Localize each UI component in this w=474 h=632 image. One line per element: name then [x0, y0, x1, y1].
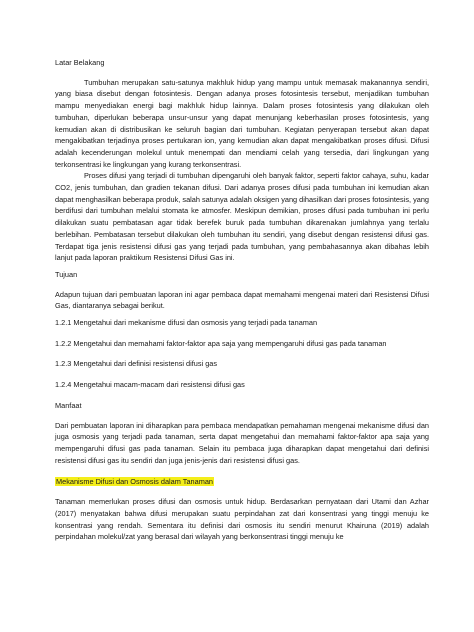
list-item-tujuan-2: 1.2.2 Mengetahui dan memahami faktor-faktor apa saja yang mempengaruhi difusi gas pada tanaman	[55, 338, 387, 348]
section-heading-manfaat: Manfaat	[55, 400, 82, 410]
paragraph-latar-belakang-2: Proses difusi yang terjadi di tumbuhan dipengaruhi oleh banyak faktor, seperti faktor cahaya, suhu, kadar CO2, jenis tumbuhan, dan gradien tekanan difusi. Dari adanya proses difusi pada tumbuhan ini kemudian akan dapat menghasilkan beberapa produk, salah satunya adalah oksigen yang dihasilkan dari proses fotosintesis, yang berdifusi dari tumbuhan melalui stomata ke atmosfer. Meskipun demikian, proses difusi pada tumbuhan ini perlu dilakukan suatu pembatasan agar tidak berefek buruk pada tumbuhan dikarenakan jumlahnya yang terlalu berlebihan. Pembatasan tersebut dilakukan oleh tumbuhan itu sendiri, yang disebut dengan resistensi difusi gas. Terdapat tiga jenis resistensi difusi gas yang terjadi pada tumbuhan, yang pembahasannya akan dibahas lebih lanjut pada laporan praktikum Resistensi Difusi Gas ini.	[55, 171, 429, 263]
section-heading-mekanisme	[55, 476, 429, 488]
list-item-tujuan-4: 1.2.4 Mengetahui macam-macam dari resistensi difusi gas	[55, 380, 245, 390]
list-item-tujuan-1: 1.2.1 Mengetahui dari mekanisme difusi dan osmosis yang terjadi pada tanaman	[55, 318, 318, 328]
list-item-tujuan-3: 1.2.3 Mengetahui dari definisi resistensi difusi gas	[55, 359, 218, 369]
highlighted-heading-text: Mekanisme Difusi dan Osmosis dalam Tanaman	[56, 477, 214, 487]
section-heading-tujuan: Tujuan	[55, 269, 78, 279]
section-heading-latar-belakang: Latar Belakang	[55, 58, 105, 67]
paragraph-latar-belakang-1: Tumbuhan merupakan satu-satunya makhluk hidup yang mampu untuk memasak makanannya sendiri, yang biasa disebut dengan fotosintesis. Dengan adanya proses fotosintesis tersebut, menjadikan tumbuhan mampu menyediakan energi bagi makhluk hidup lainnya. Dalam proses fotosintesis yang dilakukan oleh tumbuhan, diperlukan beberapa unsur-unsur yang dapat menunjang keberhasilan proses fotosintesis, yang kemudian akan di distribusikan ke seluruh bagian dari tumbuhan. Kegiatan penyerapan tersebut akan dapat mengakibatkan terjadinya proses pertukaran ion, yang kemudian akan dapat mengakibatkan proses difusi. Difusi adalah kecenderungan molekul untuk menempati dan mendiami celah yang tersedia, dari lingkungan yang terkonsentrasi ke lingkungan yang kurang terkonsentrasi.	[55, 77, 429, 169]
paragraph-tujuan-intro: Adapun tujuan dari pembuatan laporan ini agar pembaca dapat memahami mengenai materi dari Resistensi Difusi Gas, diantaranya sebagai berikut.	[55, 289, 429, 311]
paragraph-manfaat: Dari pembuatan laporan ini diharapkan para pembaca mendapatkan pemahaman mengenai mekanisme difusi dan juga osmosis yang terjadi pada tanaman, serta dapat mengetahui dan memahami faktor-faktor apa saja yang mempengaruhi difusi gas pada tanaman. Selain itu pembaca juga diharapkan dapat mengetahui dari definisi resistensi difusi gas itu sendiri dan juga jenis-jenis dari resistensi difusi gas.	[55, 420, 429, 465]
paragraph-mekanisme: Tanaman memerlukan proses difusi dan osmosis untuk hidup. Berdasarkan pernyataan dari Utami dan Azhar (2017) menyatakan bahwa difusi merupakan suatu perpindahan zat dari konsentrasi yang tinggi menuju ke konsentrasi yang rendah. Sementara itu definisi dari osmosis itu sendiri menurut Khairuna (2019) adalah perpindahan molekul/zat yang berasal dari wilayah yang berkonsentrasi tinggi menuju ke	[55, 497, 429, 542]
